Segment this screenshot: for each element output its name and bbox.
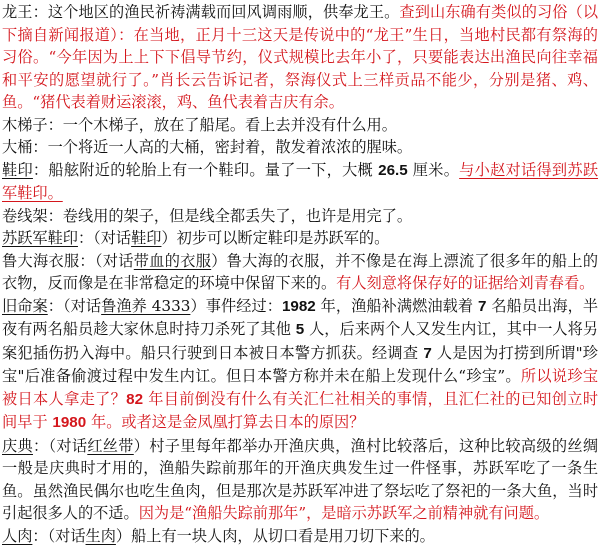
item-description: ）船上有一块人肉，从切口看是用刀切下来的。 <box>116 527 435 545</box>
paragraph-reel <box>2 205 598 228</box>
red-note-link[interactable]: 与小赵对话得到苏跃军鞋印。 <box>2 161 598 203</box>
item-label: 木梯子 <box>2 116 48 134</box>
item-description: 名船员出海，半夜有两名船员趁大家休息时持刀杀死了其他 <box>2 297 598 339</box>
red-note: 因为是“渔船失踪前那年”，是暗示苏跃军之前精神就有问题。 <box>139 504 549 522</box>
number: 7 <box>423 345 431 362</box>
item-prefix: ：（对话 <box>79 252 133 270</box>
item-label: 龙王 <box>2 3 33 21</box>
item-description: ：一个将近一人高的大桶，密封着，散发着浓浓的腥味。 <box>32 138 412 156</box>
item-description: ）初步可以断定鞋印是苏跃军的。 <box>161 229 389 247</box>
item-description: 厘米。 <box>408 161 459 179</box>
dialogue-link[interactable]: 鞋印 <box>131 229 161 247</box>
item-prefix: ：（对话 <box>78 229 131 247</box>
item-description: ）村子里每年都举办开渔庆典，渔村比较落后，这种比较高级的丝绸一般是庆典时才用的，渔船失踪前那年的开渔庆典发生过一件怪事，苏跃军吃了一条生鱼。虽然渔民偶尔也吃生鱼肉，但是那次是苏跃军冲进了祭坛吃了祭祀的一条大鱼，当时引起很多人的不适。 <box>2 437 598 523</box>
red-note: 年目前倒没有什么有关汇仁社相关的事情，且汇仁社的已知创立时间早于 <box>2 390 598 432</box>
dialogue-link[interactable]: 生肉 <box>86 527 116 545</box>
paragraph-old-case <box>2 295 598 435</box>
red-number: 1980 <box>52 414 86 431</box>
paragraph-human-flesh <box>2 525 598 547</box>
item-description: 人是因为打捞到所谓"珍宝"后准备偷渡过程中发生内讧。但日本警方称并未在船上发现什么“珍宝”。 <box>2 344 598 386</box>
paragraph-su-footprint <box>2 227 598 250</box>
item-description: ：船舷附近的轮胎上有一个鞋印。量了一下，大概 <box>33 161 378 179</box>
dialogue-link[interactable]: 红丝带 <box>87 437 133 455</box>
item-label: 大桶 <box>2 138 32 156</box>
red-number: 82 <box>126 391 143 408</box>
item-label-link[interactable]: 苏跃军鞋印 <box>2 229 78 247</box>
item-label-link[interactable]: 人肉 <box>2 527 32 545</box>
paragraph-barrel <box>2 136 598 159</box>
paragraph-lu-clothes <box>2 250 598 295</box>
item-prefix: ：（对话 <box>32 527 85 545</box>
item-description: ：一个木梯子，放在了船尾。看上去并没有什么用。 <box>48 116 397 134</box>
paragraph-footprint <box>2 159 598 205</box>
item-description: 年，渔船补满燃油载着 <box>316 297 478 315</box>
item-description: 人，后来两个人又发生内讧，其中一人将另案犯插伤扔入海中。船只行驶到日本被日本警方抓获。经调查 <box>2 320 598 362</box>
paragraph-festival <box>2 435 598 525</box>
item-description: ：这个地区的渔民祈祷满载而回风调雨顺，供奉龙王。 <box>33 3 400 21</box>
red-note: 查到山东确有类似的习俗（以下摘自新闻报道）：在当地，正月十三这天是传说中的“龙王”生日，当地村民都有祭海的习俗。“今年因为上上下下倡导节约，仪式规模比去年小了，只要能表达出渔民向往幸福和平安的愿望就行了。”肖长云告诉记者，祭海仪式上三样贡品不能少，分别是猪、鸡、鱼。“猪代表着财运滚滚，鸡、鱼代表着吉庆有余。 <box>2 3 598 111</box>
item-label: 鲁大海衣服 <box>2 252 79 270</box>
paragraph-dragon-king <box>2 1 598 114</box>
paragraph-ladder <box>2 114 598 137</box>
red-note: 所以说珍宝被日本人拿走了？ <box>2 367 598 408</box>
item-description: ：卷线用的架子，但是线全都丢失了，也许是用完了。 <box>48 207 413 225</box>
dialogue-link[interactable]: 鲁渔养 4333 <box>101 297 190 315</box>
item-prefix: ：（对话 <box>33 437 87 455</box>
item-label-link[interactable]: 鞋印 <box>2 161 33 179</box>
measurement: 26.5 <box>378 162 408 179</box>
item-label: 卷线架 <box>2 207 48 225</box>
number: 7 <box>478 298 486 315</box>
item-label-link[interactable]: 庆典 <box>2 437 33 455</box>
number: 5 <box>296 321 304 338</box>
item-prefix: ：（对话 <box>48 297 101 315</box>
item-label-link[interactable]: 旧命案 <box>2 297 48 315</box>
number: 1982 <box>282 298 316 315</box>
dialogue-link[interactable]: 带血的衣服 <box>134 252 211 270</box>
red-note: 年。或者这是金凤凰打算去日本的原因？ <box>86 413 364 431</box>
item-description: ）鲁大海的衣服，并不像是在海上漂流了很多年的船上的衣物，反而像是在非常稳定的环境中保留下来的。 <box>2 252 598 293</box>
red-note: 有人刻意将保存好的证据给刘青春看。 <box>336 274 594 292</box>
item-description: ）事件经过： <box>190 297 282 315</box>
